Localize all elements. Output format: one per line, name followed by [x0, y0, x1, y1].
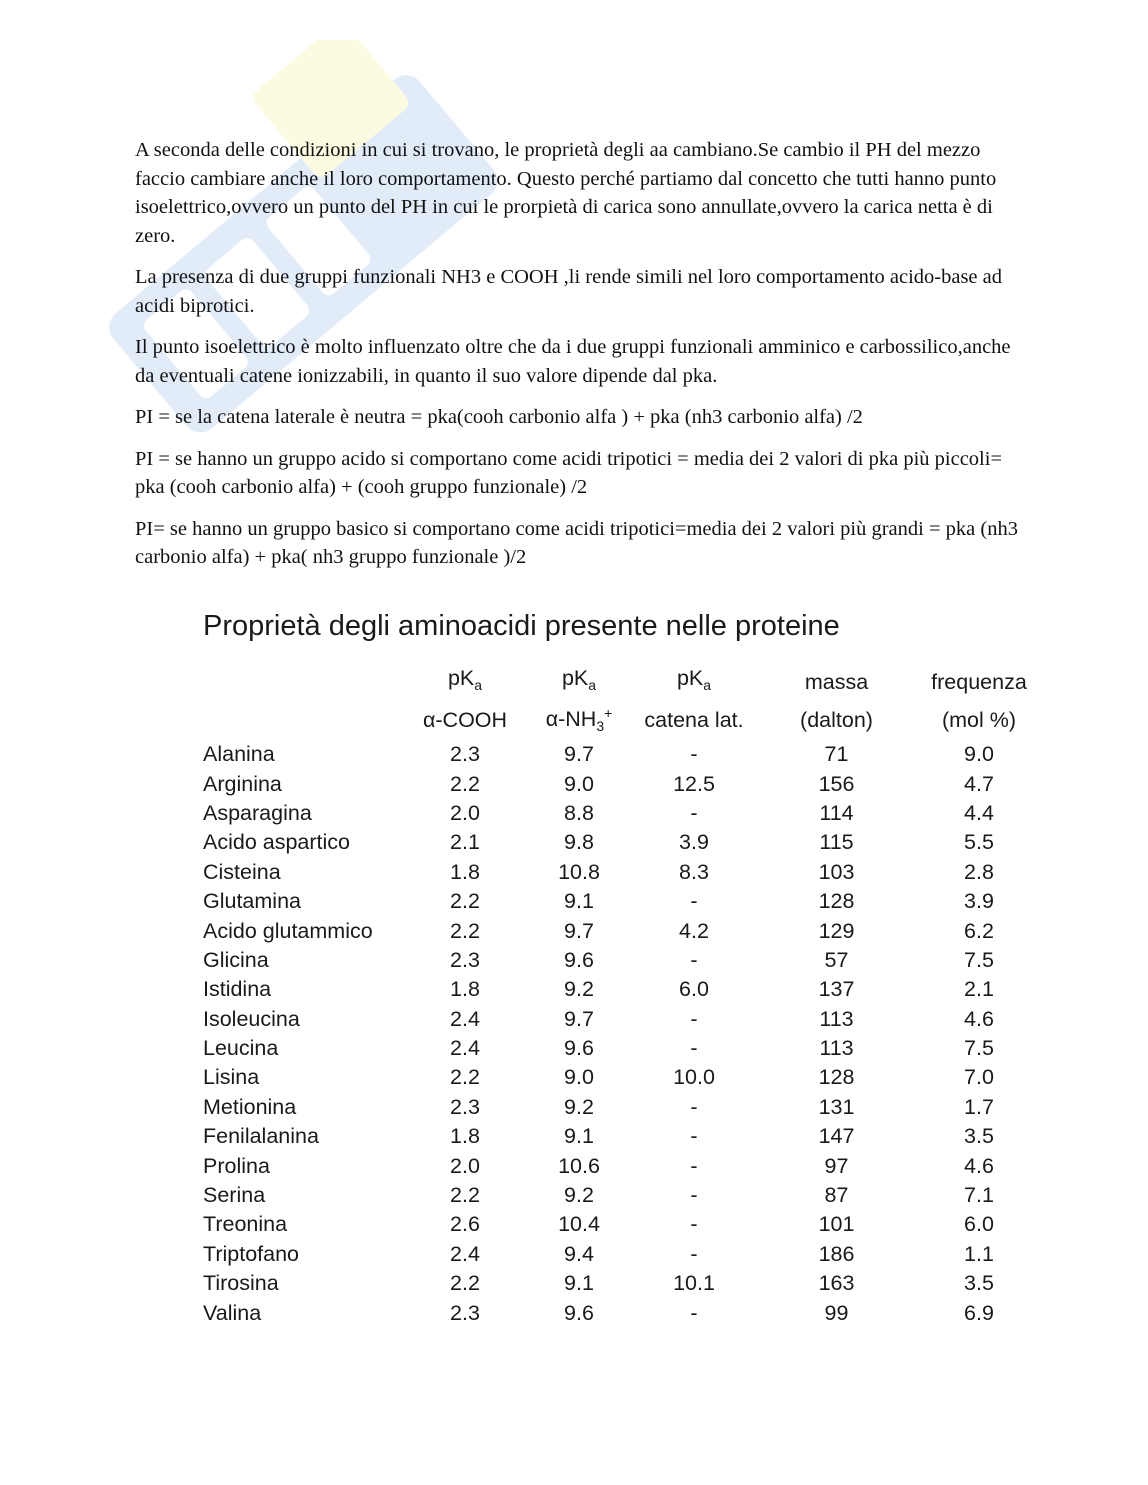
cell-pka-nh3: 9.6 [564, 947, 594, 972]
table-row [203, 1240, 1044, 1269]
cell-mass: 131 [818, 1094, 855, 1119]
cell-pka-nh3: 9.8 [564, 830, 594, 855]
cell-name: Tirosina [203, 1271, 279, 1296]
cell-pka-cooh: 2.2 [450, 1065, 480, 1090]
header-pka-lat-top: $pK_a$ [676, 666, 712, 693]
cell-mass: 137 [818, 977, 855, 1002]
header-mass-bottom: (dalton) [800, 707, 873, 732]
amino-acid-table [203, 664, 1044, 1328]
header-name-empty-2 [203, 699, 401, 740]
cell-name: Metionina [203, 1094, 297, 1119]
header-row-bottom [203, 699, 1044, 740]
cell-pka-cooh: 2.2 [450, 918, 480, 943]
table-row [203, 1122, 1044, 1151]
cell-freq: 3.5 [964, 1124, 994, 1149]
cell-freq: 7.5 [964, 947, 994, 972]
cell-name: Asparagina [203, 800, 312, 825]
table-row [203, 1063, 1044, 1092]
cell-mass: 87 [824, 1183, 849, 1208]
table-row [203, 1210, 1044, 1239]
cell-pka-cooh: 2.2 [450, 771, 480, 796]
header-pka-nh3-bottom: $\alpha-NH_3^+$ [545, 705, 613, 734]
cell-pka-lat: - [690, 1300, 698, 1325]
cell-freq: 1.7 [964, 1094, 994, 1119]
header-mass-top: massa [804, 669, 869, 694]
cell-name: Treonina [203, 1212, 288, 1237]
cell-pka-cooh: 2.4 [450, 1006, 480, 1031]
cell-pka-cooh: 2.0 [450, 800, 480, 825]
table-row [203, 828, 1044, 857]
cell-pka-lat: - [690, 947, 698, 972]
cell-pka-nh3: 9.2 [564, 1183, 594, 1208]
cell-pka-nh3: 9.4 [564, 1241, 594, 1266]
cell-mass: 114 [819, 800, 854, 825]
cell-pka-cooh: 2.3 [450, 742, 480, 767]
header-name-empty [203, 664, 401, 699]
cell-pka-cooh: 2.3 [450, 1094, 480, 1119]
table-row [203, 1034, 1044, 1063]
cell-mass: 186 [818, 1241, 855, 1266]
header-freq-bottom: (mol %) [941, 707, 1017, 732]
paragraph-4: PI = se la catena laterale è neutra = pka(cooh carbonio alfa ) + pka (nh3 carbonio alfa) /2 [135, 406, 863, 428]
cell-freq: 4.6 [964, 1153, 994, 1178]
cell-mass: 57 [824, 947, 849, 972]
cell-pka-lat: 6.0 [679, 977, 709, 1002]
cell-name: Leucina [203, 1036, 279, 1061]
cell-pka-lat: - [690, 1094, 698, 1119]
cell-pka-lat: - [690, 1124, 698, 1149]
cell-name: Fenilalanina [203, 1124, 319, 1149]
cell-freq: 6.9 [964, 1300, 994, 1325]
cell-freq: 2.8 [964, 859, 994, 884]
cell-pka-lat: 8.3 [679, 859, 709, 884]
cell-pka-nh3: 8.8 [564, 800, 594, 825]
table-row [203, 799, 1044, 828]
cell-freq: 5.5 [964, 830, 994, 855]
cell-pka-cooh: 2.2 [450, 1183, 480, 1208]
cell-mass: 128 [818, 1065, 855, 1090]
cell-mass: 163 [818, 1271, 855, 1296]
cell-mass: 113 [819, 1036, 854, 1061]
table-title: Proprietà degli aminoacidi presente nelle proteine [203, 610, 840, 642]
cell-name: Alanina [203, 742, 275, 767]
cell-pka-cooh: 1.8 [450, 859, 480, 884]
cell-pka-lat: - [690, 1212, 698, 1237]
cell-freq: 3.5 [964, 1271, 994, 1296]
cell-pka-cooh: 1.8 [450, 1124, 480, 1149]
cell-name: Triptofano [203, 1241, 300, 1266]
cell-freq: 6.0 [964, 1212, 994, 1237]
cell-pka-nh3: 9.0 [564, 771, 594, 796]
cell-mass: 101 [818, 1212, 855, 1237]
body-text [135, 136, 1025, 585]
header-row-top [203, 664, 1044, 699]
cell-pka-cooh: 2.1 [450, 830, 480, 855]
table-row [203, 1151, 1044, 1180]
cell-freq: 7.0 [964, 1065, 994, 1090]
table-row [203, 887, 1044, 916]
cell-pka-lat: - [690, 1153, 698, 1178]
cell-name: Serina [203, 1183, 266, 1208]
header-pka-nh3-top: $pK_a$ [561, 666, 597, 693]
cell-pka-nh3: 9.1 [564, 889, 594, 914]
cell-name: Lisina [203, 1065, 260, 1090]
cell-freq: 7.5 [964, 1036, 994, 1061]
table-row [203, 1181, 1044, 1210]
cell-pka-nh3: 9.0 [564, 1065, 594, 1090]
cell-freq: 2.1 [964, 977, 994, 1002]
cell-pka-lat: - [690, 889, 698, 914]
cell-name: Arginina [203, 771, 282, 796]
cell-name: Istidina [203, 977, 272, 1002]
cell-pka-nh3: 9.7 [564, 918, 594, 943]
cell-name: Prolina [203, 1153, 270, 1178]
paragraph-3: Il punto isoelettrico è molto influenzato oltre che da i due gruppi funzionali amminico e carbossilico,anche da eventuali catene ionizzabili, in quanto il suo valore dipende dal pka. [135, 336, 1011, 387]
table-row [203, 916, 1044, 945]
cell-name: Glicina [203, 947, 269, 972]
header-pka-cooh-top: $pK_a$ [447, 666, 483, 693]
cell-mass: 147 [818, 1124, 855, 1149]
header-freq-top: frequenza [931, 669, 1027, 694]
cell-freq: 4.7 [964, 771, 994, 796]
cell-pka-nh3: 9.7 [564, 742, 594, 767]
cell-pka-lat: - [690, 1241, 698, 1266]
table-row [203, 975, 1044, 1004]
cell-pka-lat: - [690, 800, 698, 825]
cell-freq: 1.1 [964, 1241, 994, 1266]
table-row [203, 1093, 1044, 1122]
table-row [203, 858, 1044, 887]
cell-mass: 128 [818, 889, 855, 914]
paragraph-2: La presenza di due gruppi funzionali NH3 e COOH ,li rende simili nel loro comportamento acido-base ad acidi biprotici. [135, 266, 1003, 317]
cell-name: Valina [203, 1300, 262, 1325]
cell-freq: 6.2 [964, 918, 994, 943]
cell-pka-cooh: 1.8 [450, 977, 480, 1002]
cell-pka-cooh: 2.3 [450, 1300, 480, 1325]
cell-pka-nh3: 9.2 [564, 977, 594, 1002]
cell-pka-lat: - [690, 1183, 698, 1208]
cell-name: Cisteina [203, 859, 281, 884]
cell-pka-lat: - [690, 1036, 698, 1061]
cell-mass: 129 [818, 918, 855, 943]
cell-mass: 113 [819, 1006, 854, 1031]
paragraph-1: A seconda delle condizioni in cui si trovano, le proprietà degli aa cambiano.Se cambio il PH del mezzo faccio cambiare anche il loro comportamento. Questo perché partiamo dal concetto che tutti hanno punto isoelettrico,ovvero un punto del PH in cui le prorpietà di carica sono annullate,ovvero la carica netta è di zero. [135, 139, 997, 247]
cell-mass: 103 [818, 859, 855, 884]
cell-freq: 3.9 [964, 889, 994, 914]
cell-name: Acido glutammico [203, 918, 373, 943]
table-row [203, 740, 1044, 769]
cell-pka-nh3: 9.6 [564, 1300, 594, 1325]
cell-name: Isoleucina [203, 1006, 300, 1031]
cell-pka-nh3: 10.4 [558, 1212, 600, 1237]
cell-pka-cooh: 2.4 [450, 1036, 480, 1061]
cell-pka-lat: - [690, 742, 698, 767]
table-row [203, 1269, 1044, 1298]
cell-pka-nh3: 9.1 [564, 1271, 594, 1296]
cell-mass: 71 [824, 742, 849, 767]
cell-pka-cooh: 2.2 [450, 889, 480, 914]
cell-pka-nh3: 9.7 [564, 1006, 594, 1031]
cell-name: Glutamina [203, 889, 301, 914]
cell-freq: 9.0 [964, 742, 994, 767]
cell-pka-nh3: 9.2 [564, 1094, 594, 1119]
table-body [203, 740, 1044, 1328]
cell-pka-nh3: 9.6 [564, 1036, 594, 1061]
cell-pka-nh3: 10.8 [558, 859, 600, 884]
table-row [203, 1298, 1044, 1327]
cell-pka-lat: 10.1 [673, 1271, 715, 1296]
paragraph-6: PI= se hanno un gruppo basico si comportano come acidi tripotici=media dei 2 valori più grandi = pka (nh3 carbonio alfa) + pka( nh3 gruppo funzionale )/2 [135, 517, 1018, 568]
cell-freq: 4.4 [964, 800, 994, 825]
table-row [203, 946, 1044, 975]
table-row [203, 769, 1044, 798]
cell-pka-nh3: 10.6 [558, 1153, 600, 1178]
cell-freq: 4.6 [964, 1006, 994, 1031]
paragraph-5: PI = se hanno un gruppo acido si comportano come acidi tripotici = media dei 2 valori di pka più piccoli= pka (cooh carbonio alfa) + (cooh gruppo funzionale) /2 [135, 447, 1003, 498]
cell-pka-cooh: 2.6 [450, 1212, 480, 1237]
cell-pka-lat: - [690, 1006, 698, 1031]
cell-pka-cooh: 2.4 [450, 1241, 480, 1266]
cell-name: Acido aspartico [203, 830, 350, 855]
cell-freq: 7.1 [964, 1183, 994, 1208]
cell-pka-lat: 4.2 [679, 918, 709, 943]
cell-pka-lat: 12.5 [673, 771, 715, 796]
cell-pka-nh3: 9.1 [564, 1124, 594, 1149]
cell-pka-lat: 3.9 [679, 830, 709, 855]
cell-pka-cooh: 2.3 [450, 947, 480, 972]
cell-mass: 115 [819, 830, 854, 855]
header-pka-cooh-bottom: α-COOH [422, 707, 508, 732]
table-row [203, 1005, 1044, 1034]
cell-mass: 97 [824, 1153, 849, 1178]
cell-mass: 156 [818, 771, 855, 796]
cell-mass: 99 [824, 1300, 849, 1325]
cell-pka-cooh: 2.2 [450, 1271, 480, 1296]
header-pka-lat-bottom: catena lat. [644, 707, 744, 732]
cell-pka-lat: 10.0 [673, 1065, 715, 1090]
cell-pka-cooh: 2.0 [450, 1153, 480, 1178]
amino-acid-table-section [203, 606, 1044, 1328]
